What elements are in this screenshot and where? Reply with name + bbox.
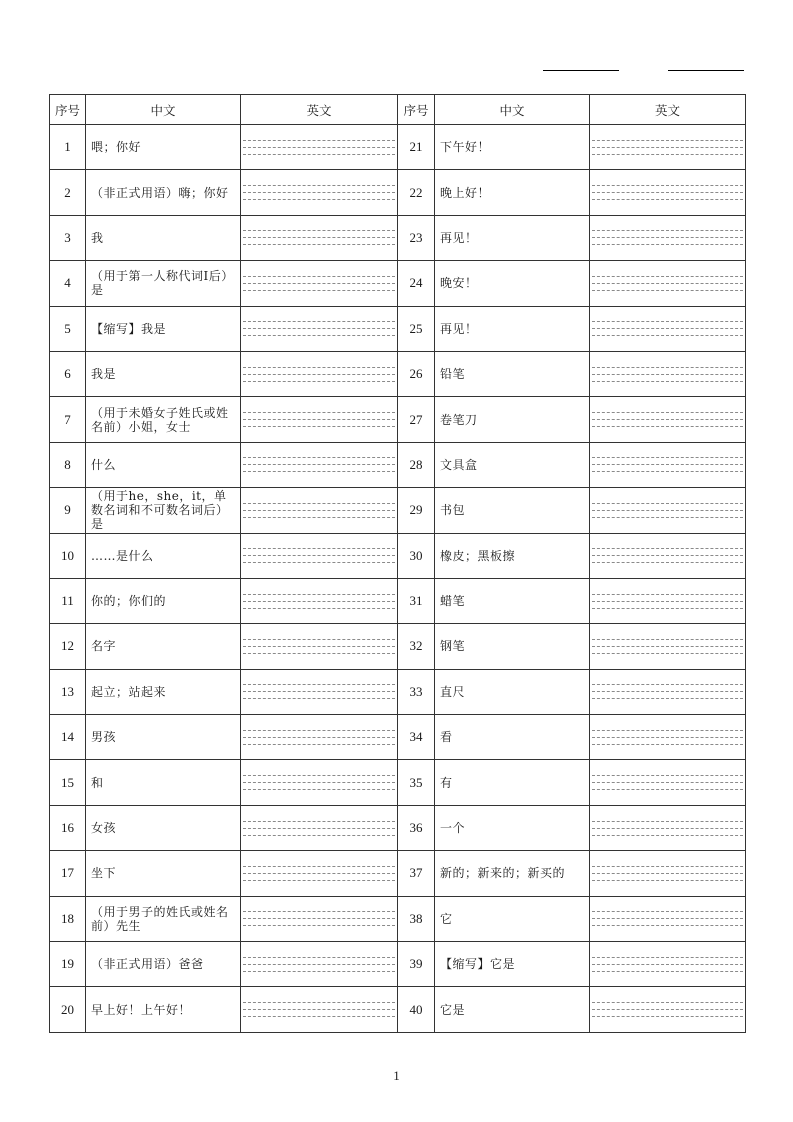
page-number: 1	[393, 1068, 400, 1083]
item-number: 22	[398, 170, 435, 215]
english-answer-cell[interactable]	[590, 851, 746, 896]
english-answer-cell[interactable]	[590, 215, 746, 260]
item-number: 39	[398, 942, 435, 987]
answer-line	[243, 782, 395, 783]
header-chinese-right: 中文	[435, 95, 590, 125]
chinese-term: 再见！	[435, 215, 590, 260]
table-header-row	[50, 95, 746, 125]
english-answer-cell[interactable]	[590, 715, 746, 760]
answer-line	[592, 367, 743, 368]
chinese-term: 铅笔	[435, 351, 590, 396]
chinese-term: 和	[86, 760, 241, 805]
item-number: 13	[50, 669, 86, 714]
answer-line	[592, 471, 743, 472]
answer-line	[592, 601, 743, 602]
english-answer-cell[interactable]	[241, 760, 398, 805]
answer-line	[243, 957, 395, 958]
answer-line	[243, 646, 395, 647]
item-number: 14	[50, 715, 86, 760]
chinese-term: （用于未婚女子姓氏或姓名前）小姐，女士	[86, 397, 241, 442]
answer-line	[592, 412, 743, 413]
answer-line	[592, 381, 743, 382]
answer-line	[592, 237, 743, 238]
chinese-term: （非正式用语）爸爸	[86, 942, 241, 987]
english-answer-cell[interactable]	[241, 306, 398, 351]
answer-line	[592, 548, 743, 549]
table-row	[50, 442, 746, 487]
answer-line	[243, 964, 395, 965]
table-row	[50, 533, 746, 578]
item-number: 34	[398, 715, 435, 760]
table-row	[50, 488, 746, 533]
answer-line	[592, 880, 743, 881]
english-answer-cell[interactable]	[241, 805, 398, 850]
english-answer-cell[interactable]	[590, 442, 746, 487]
answer-line	[592, 964, 743, 965]
answer-line	[592, 154, 743, 155]
answer-line	[592, 244, 743, 245]
answer-line	[243, 464, 395, 465]
class-blank-line[interactable]	[668, 70, 744, 71]
chinese-term: 橡皮；黑板擦	[435, 533, 590, 578]
answer-line	[243, 374, 395, 375]
answer-line	[243, 199, 395, 200]
english-answer-cell[interactable]	[241, 942, 398, 987]
chinese-term: ……是什么	[86, 533, 241, 578]
item-number: 36	[398, 805, 435, 850]
english-answer-cell[interactable]	[241, 624, 398, 669]
answer-line	[592, 1002, 743, 1003]
table-row	[50, 805, 746, 850]
english-answer-cell[interactable]	[590, 896, 746, 941]
chinese-term: 卷笔刀	[435, 397, 590, 442]
chinese-term: 钢笔	[435, 624, 590, 669]
chinese-term: 早上好！上午好！	[86, 987, 241, 1032]
answer-line	[243, 873, 395, 874]
answer-line	[243, 335, 395, 336]
answer-line	[243, 639, 395, 640]
chinese-term: 晚安！	[435, 261, 590, 306]
item-number: 20	[50, 987, 86, 1032]
answer-line	[592, 457, 743, 458]
answer-line	[243, 594, 395, 595]
answer-line	[243, 1016, 395, 1017]
answer-line	[592, 691, 743, 692]
table-row	[50, 760, 746, 805]
answer-line	[592, 789, 743, 790]
chinese-term: 女孩	[86, 805, 241, 850]
answer-line	[592, 957, 743, 958]
answer-line	[592, 147, 743, 148]
chinese-term: 一个	[435, 805, 590, 850]
chinese-term: （用于he，she，it，单数名词和不可数名词后）是	[86, 488, 241, 533]
english-answer-cell[interactable]	[241, 533, 398, 578]
chinese-term: 我是	[86, 351, 241, 396]
name-blank-line[interactable]	[543, 70, 619, 71]
item-number: 16	[50, 805, 86, 850]
item-number: 1	[50, 125, 86, 170]
chinese-term: （用于男子的姓氏或姓名前）先生	[86, 896, 241, 941]
item-number: 3	[50, 215, 86, 260]
chinese-term: 什么	[86, 442, 241, 487]
answer-line	[243, 821, 395, 822]
answer-line	[243, 154, 395, 155]
answer-line	[592, 290, 743, 291]
english-answer-cell[interactable]	[241, 578, 398, 623]
english-answer-cell[interactable]	[241, 851, 398, 896]
english-answer-cell[interactable]	[590, 261, 746, 306]
table-row	[50, 987, 746, 1032]
english-answer-cell[interactable]	[590, 488, 746, 533]
answer-line	[243, 601, 395, 602]
item-number: 8	[50, 442, 86, 487]
item-number: 17	[50, 851, 86, 896]
chinese-term: 新的；新来的；新买的	[435, 851, 590, 896]
chinese-term: 文具盒	[435, 442, 590, 487]
answer-line	[592, 737, 743, 738]
english-answer-cell[interactable]	[241, 896, 398, 941]
answer-line	[592, 873, 743, 874]
answer-line	[592, 782, 743, 783]
table-row	[50, 715, 746, 760]
answer-line	[243, 835, 395, 836]
answer-line	[243, 684, 395, 685]
answer-line	[243, 698, 395, 699]
chinese-term: 直尺	[435, 669, 590, 714]
answer-line	[243, 918, 395, 919]
answer-line	[243, 555, 395, 556]
english-answer-cell[interactable]	[241, 715, 398, 760]
header-num-left: 序号	[50, 95, 86, 125]
answer-line	[243, 1009, 395, 1010]
answer-line	[243, 381, 395, 382]
answer-line	[243, 775, 395, 776]
english-answer-cell[interactable]	[590, 669, 746, 714]
item-number: 4	[50, 261, 86, 306]
answer-line	[243, 140, 395, 141]
table-row	[50, 261, 746, 306]
answer-line	[243, 730, 395, 731]
chinese-term: 有	[435, 760, 590, 805]
answer-line	[592, 230, 743, 231]
item-number: 31	[398, 578, 435, 623]
english-answer-cell[interactable]	[590, 760, 746, 805]
chinese-term: 名字	[86, 624, 241, 669]
item-number: 19	[50, 942, 86, 987]
answer-line	[592, 821, 743, 822]
answer-line	[243, 237, 395, 238]
answer-line	[243, 185, 395, 186]
answer-line	[592, 419, 743, 420]
english-answer-cell[interactable]	[590, 987, 746, 1032]
answer-line	[592, 140, 743, 141]
item-number: 5	[50, 306, 86, 351]
table-row	[50, 851, 746, 896]
answer-line	[592, 730, 743, 731]
table-row	[50, 397, 746, 442]
answer-line	[243, 866, 395, 867]
answer-line	[243, 510, 395, 511]
english-answer-cell[interactable]	[241, 987, 398, 1032]
chinese-term: 下午好！	[435, 125, 590, 170]
english-answer-cell[interactable]	[241, 488, 398, 533]
answer-line	[243, 562, 395, 563]
answer-line	[592, 1016, 743, 1017]
answer-line	[243, 971, 395, 972]
answer-line	[243, 517, 395, 518]
item-number: 28	[398, 442, 435, 487]
answer-line	[243, 691, 395, 692]
answer-line	[592, 918, 743, 919]
table-row	[50, 669, 746, 714]
item-number: 7	[50, 397, 86, 442]
header-chinese-left: 中文	[86, 95, 241, 125]
answer-line	[243, 503, 395, 504]
answer-line	[243, 283, 395, 284]
header-english-right: 英文	[590, 95, 746, 125]
chinese-term: 男孩	[86, 715, 241, 760]
chinese-term: 再见！	[435, 306, 590, 351]
answer-line	[592, 276, 743, 277]
item-number: 10	[50, 533, 86, 578]
answer-line	[592, 698, 743, 699]
answer-line	[592, 828, 743, 829]
answer-line	[592, 335, 743, 336]
answer-line	[243, 744, 395, 745]
table-row	[50, 624, 746, 669]
table-row	[50, 942, 746, 987]
item-number: 12	[50, 624, 86, 669]
answer-line	[243, 548, 395, 549]
answer-line	[243, 328, 395, 329]
chinese-term: 看	[435, 715, 590, 760]
item-number: 30	[398, 533, 435, 578]
answer-line	[592, 328, 743, 329]
answer-line	[243, 911, 395, 912]
answer-line	[243, 147, 395, 148]
table-row	[50, 306, 746, 351]
answer-line	[592, 911, 743, 912]
english-answer-cell[interactable]	[590, 170, 746, 215]
answer-line	[243, 457, 395, 458]
item-number: 29	[398, 488, 435, 533]
answer-line	[243, 1002, 395, 1003]
answer-line	[592, 639, 743, 640]
english-answer-cell[interactable]	[241, 351, 398, 396]
answer-line	[592, 199, 743, 200]
answer-line	[592, 594, 743, 595]
item-number: 2	[50, 170, 86, 215]
item-number: 9	[50, 488, 86, 533]
item-number: 37	[398, 851, 435, 896]
answer-line	[243, 419, 395, 420]
answer-line	[592, 971, 743, 972]
answer-line	[243, 290, 395, 291]
answer-line	[243, 828, 395, 829]
chinese-term: 我	[86, 215, 241, 260]
answer-line	[592, 503, 743, 504]
chinese-term: 坐下	[86, 851, 241, 896]
answer-line	[592, 517, 743, 518]
english-answer-cell[interactable]	[241, 170, 398, 215]
item-number: 6	[50, 351, 86, 396]
english-answer-cell[interactable]	[241, 442, 398, 487]
english-answer-cell[interactable]	[590, 351, 746, 396]
answer-line	[592, 653, 743, 654]
english-answer-cell[interactable]	[241, 125, 398, 170]
table-row	[50, 215, 746, 260]
english-answer-cell[interactable]	[590, 306, 746, 351]
answer-line	[243, 471, 395, 472]
answer-line	[592, 185, 743, 186]
item-number: 35	[398, 760, 435, 805]
answer-line	[592, 510, 743, 511]
table-row	[50, 125, 746, 170]
answer-line	[592, 192, 743, 193]
answer-line	[592, 684, 743, 685]
answer-line	[243, 426, 395, 427]
chinese-term: 它	[435, 896, 590, 941]
table-row	[50, 170, 746, 215]
chinese-term: 你的；你们的	[86, 578, 241, 623]
english-answer-cell[interactable]	[590, 805, 746, 850]
answer-line	[243, 192, 395, 193]
answer-line	[243, 367, 395, 368]
english-answer-cell[interactable]	[590, 397, 746, 442]
answer-line	[243, 230, 395, 231]
header-english-left: 英文	[241, 95, 398, 125]
item-number: 24	[398, 261, 435, 306]
vocabulary-table	[49, 94, 746, 1033]
item-number: 33	[398, 669, 435, 714]
table-row	[50, 351, 746, 396]
answer-line	[243, 653, 395, 654]
chinese-term: 【缩写】我是	[86, 306, 241, 351]
answer-line	[592, 555, 743, 556]
item-number: 21	[398, 125, 435, 170]
english-answer-cell[interactable]	[590, 624, 746, 669]
item-number: 40	[398, 987, 435, 1032]
english-answer-cell[interactable]	[241, 215, 398, 260]
chinese-term: （用于第一人称代词I后）是	[86, 261, 241, 306]
answer-line	[243, 737, 395, 738]
item-number: 32	[398, 624, 435, 669]
chinese-term: 喂；你好	[86, 125, 241, 170]
answer-line	[592, 283, 743, 284]
english-answer-cell[interactable]	[590, 578, 746, 623]
answer-line	[592, 464, 743, 465]
item-number: 38	[398, 896, 435, 941]
answer-line	[592, 925, 743, 926]
item-number: 26	[398, 351, 435, 396]
chinese-term: 晚上好！	[435, 170, 590, 215]
english-answer-cell[interactable]	[590, 942, 746, 987]
english-answer-cell[interactable]	[241, 261, 398, 306]
english-answer-cell[interactable]	[241, 669, 398, 714]
english-answer-cell[interactable]	[590, 125, 746, 170]
answer-line	[592, 835, 743, 836]
answer-line	[592, 775, 743, 776]
answer-line	[243, 925, 395, 926]
answer-line	[592, 1009, 743, 1010]
answer-line	[243, 412, 395, 413]
item-number: 27	[398, 397, 435, 442]
table-row	[50, 896, 746, 941]
chinese-term: 起立；站起来	[86, 669, 241, 714]
answer-line	[243, 276, 395, 277]
answer-line	[243, 880, 395, 881]
chinese-term: 书包	[435, 488, 590, 533]
answer-line	[592, 426, 743, 427]
item-number: 23	[398, 215, 435, 260]
answer-line	[592, 562, 743, 563]
item-number: 11	[50, 578, 86, 623]
table-row	[50, 578, 746, 623]
item-number: 18	[50, 896, 86, 941]
answer-line	[592, 744, 743, 745]
chinese-term: 【缩写】它是	[435, 942, 590, 987]
answer-line	[243, 789, 395, 790]
answer-line	[592, 608, 743, 609]
answer-line	[592, 321, 743, 322]
answer-line	[592, 646, 743, 647]
item-number: 15	[50, 760, 86, 805]
answer-line	[592, 866, 743, 867]
english-answer-cell[interactable]	[241, 397, 398, 442]
answer-line	[592, 374, 743, 375]
chinese-term: 蜡笔	[435, 578, 590, 623]
chinese-term: （非正式用语）嗨；你好	[86, 170, 241, 215]
chinese-term: 它是	[435, 987, 590, 1032]
answer-line	[243, 321, 395, 322]
answer-line	[243, 608, 395, 609]
header-num-right: 序号	[398, 95, 435, 125]
english-answer-cell[interactable]	[590, 533, 746, 578]
answer-line	[243, 244, 395, 245]
item-number: 25	[398, 306, 435, 351]
